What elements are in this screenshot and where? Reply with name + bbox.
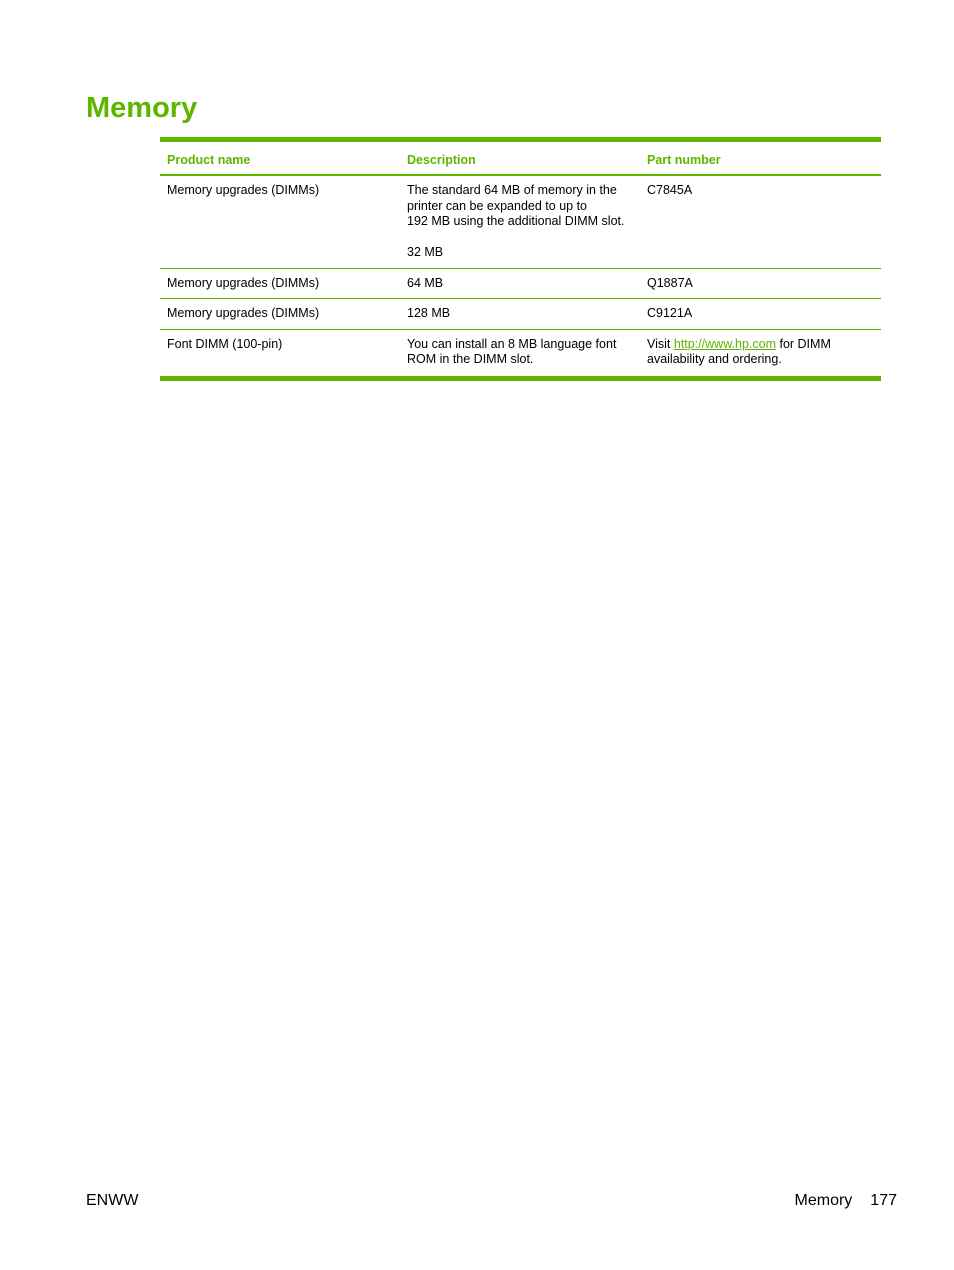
- description-cell: 128 MB: [400, 299, 640, 330]
- description-cell: [400, 329, 640, 378]
- footer-enww: ENWW: [86, 1192, 139, 1209]
- product-name-cell: Font DIMM (100-pin): [167, 336, 283, 351]
- description-cell: 64 MB: [400, 268, 640, 299]
- table-row: [160, 299, 881, 330]
- availability-text: availability and ordering.: [647, 352, 782, 366]
- part-number-cell: C9121A: [640, 299, 881, 330]
- visit-text: Visit: [647, 336, 674, 351]
- description-line: ROM in the DIMM slot.: [407, 352, 534, 366]
- description-line: 192 MB using the additional DIMM slot.: [407, 214, 625, 228]
- memory-table: [160, 137, 881, 381]
- description-line: printer can be expanded to up to: [407, 198, 587, 213]
- part-number-cell: C7845A: [640, 175, 881, 268]
- product-name-cell: Memory upgrades (DIMMs): [160, 268, 400, 299]
- for-dimm-text: for DIMM: [776, 336, 831, 351]
- table-row: [160, 268, 881, 299]
- part-number-cell: Q1887A: [640, 268, 881, 299]
- column-header-product-name: Product name: [160, 140, 400, 176]
- footer-page-info: [795, 1192, 897, 1210]
- page-number: 177: [870, 1192, 897, 1209]
- description-line: You can install an 8 MB language font: [407, 336, 617, 351]
- product-name-cell: Memory upgrades (DIMMs): [160, 175, 400, 268]
- description-capacity: 32 MB: [407, 245, 444, 259]
- table-row: [160, 175, 881, 268]
- footer-section-title: Memory: [794, 1192, 853, 1209]
- description-cell: [400, 175, 640, 268]
- product-name-cell: Memory upgrades (DIMMs): [160, 299, 400, 330]
- table-header-row: [160, 140, 881, 176]
- description-line: The standard 64 MB of memory in the: [407, 183, 617, 197]
- table-row: [160, 329, 881, 378]
- hp-website-link[interactable]: http://www.hp.com: [673, 336, 776, 351]
- column-header-part-number: Part number: [640, 140, 881, 176]
- memory-table-container: [160, 137, 881, 381]
- part-number-cell: [640, 329, 881, 378]
- page-title: Memory: [86, 92, 198, 124]
- column-header-description: Description: [400, 140, 640, 176]
